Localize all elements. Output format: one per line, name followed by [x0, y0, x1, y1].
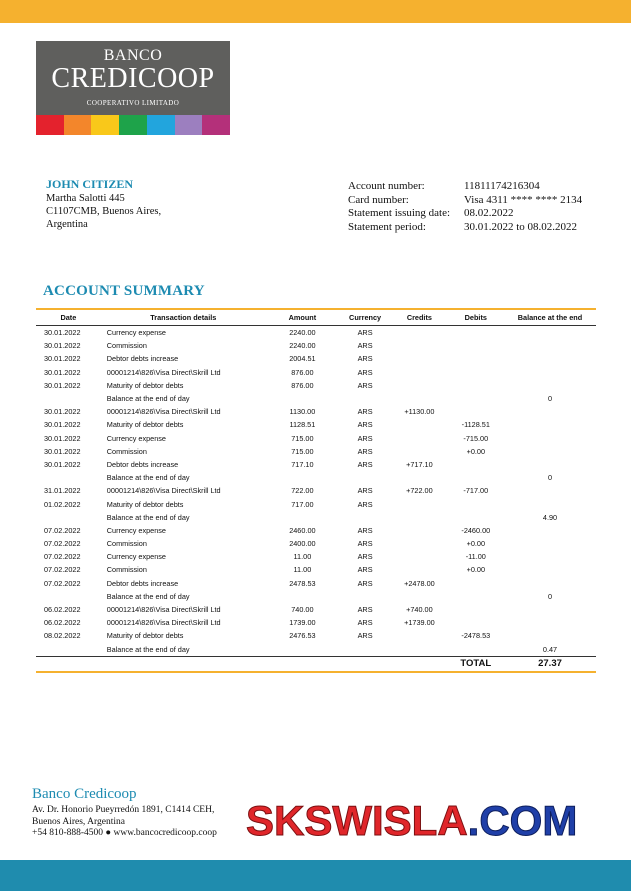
cell-credit	[391, 339, 447, 352]
table-total-row	[36, 656, 596, 672]
cell-balance	[504, 616, 596, 629]
cell-date	[36, 511, 101, 524]
cell-amount: 2400.00	[289, 539, 316, 549]
cell-date: 30.01.2022	[44, 420, 81, 430]
cell-amount: 2240.00	[289, 341, 316, 351]
cell-amount: 715.00	[291, 446, 314, 456]
cell-amount: 2004.51	[289, 354, 316, 364]
cell-date: 07.02.2022	[44, 578, 81, 588]
table-header-row	[36, 309, 596, 326]
logo-line-credicoop: CREDICOOP	[51, 63, 215, 94]
cell-date: 31.01.2022	[44, 486, 81, 496]
cell-balance: 0	[547, 394, 553, 404]
cell-amount: 11.00	[293, 552, 312, 562]
cell-details: Debtor debts increase	[106, 459, 179, 469]
card-number-value: Visa 4311 **** **** 2134	[464, 193, 583, 206]
card-number-label: Card number:	[348, 193, 409, 206]
cell-amount: 2478.53	[289, 578, 316, 588]
table-row	[36, 603, 596, 616]
footer-address-line-2: Buenos Aires, Argentina	[32, 816, 125, 827]
col-header-currency: Currency	[349, 313, 382, 322]
account-number-row	[348, 180, 582, 194]
cell-date: 30.01.2022	[44, 459, 81, 469]
cell-date: 30.01.2022	[44, 446, 81, 456]
top-accent-bar	[0, 0, 631, 23]
table-row	[36, 379, 596, 392]
table-row	[36, 458, 596, 471]
card-number-row	[348, 194, 582, 208]
cell-credit	[391, 511, 447, 524]
cell-amount: 2240.00	[289, 328, 316, 338]
cell-balance: 0	[547, 473, 553, 483]
cell-amount: 2460.00	[289, 525, 316, 535]
transactions-table	[36, 308, 596, 673]
cell-amount: 717.00	[291, 499, 314, 509]
statement-period-row	[348, 221, 582, 235]
cell-debit	[448, 326, 504, 340]
cell-currency: ARS	[357, 341, 373, 351]
cell-date: 07.02.2022	[44, 525, 81, 535]
cell-balance	[504, 432, 596, 445]
logo-line-cooperativo: COOPERATIVO LIMITADO	[86, 99, 180, 107]
cell-debit	[448, 366, 504, 379]
cell-details: Commission	[106, 446, 147, 456]
table-row	[36, 392, 596, 405]
cell-details: Commission	[106, 539, 147, 549]
col-header-date: Date	[60, 313, 77, 322]
cell-balance	[504, 577, 596, 590]
cell-debit: -2460.00	[461, 525, 491, 535]
cell-date	[36, 392, 101, 405]
cell-amount	[266, 471, 339, 484]
cell-balance	[504, 379, 596, 392]
cell-details: Balance at the end of day	[106, 644, 190, 654]
customer-block	[46, 178, 161, 231]
cell-details: Debtor debts increase	[106, 578, 179, 588]
cell-balance	[504, 497, 596, 510]
cell-credit	[391, 326, 447, 340]
cell-details: Currency expense	[106, 525, 166, 535]
table-row	[36, 643, 596, 657]
customer-address-line-1: Martha Salotti 445	[46, 193, 125, 204]
cell-credit	[391, 432, 447, 445]
col-header-balance: Balance at the end	[517, 313, 583, 322]
logo-stripe	[175, 115, 203, 135]
cell-date: 30.01.2022	[44, 354, 81, 364]
cell-debit: -717.00	[463, 486, 489, 496]
cell-currency: ARS	[357, 367, 373, 377]
cell-amount: 715.00	[291, 433, 314, 443]
cell-date: 30.01.2022	[44, 367, 81, 377]
cell-details: 00001214\826\Visa Direct\Skrill Ltd	[106, 605, 221, 615]
logo-stripe	[64, 115, 92, 135]
cell-debit: -2478.53	[461, 631, 491, 641]
cell-currency: ARS	[357, 605, 373, 615]
cell-debit	[448, 392, 504, 405]
customer-address-line-3: Argentina	[46, 219, 88, 230]
cell-date	[36, 643, 101, 657]
table-row	[36, 537, 596, 550]
watermark-part-2: .COM	[467, 797, 578, 844]
logo-stripe	[202, 115, 230, 135]
footer-contact: +54 810-888-4500 ● www.bancocredicoop.coop	[32, 828, 217, 838]
cell-debit	[448, 379, 504, 392]
cell-credit	[391, 379, 447, 392]
cell-currency	[339, 590, 391, 603]
cell-date: 30.01.2022	[44, 433, 81, 443]
cell-debit	[448, 616, 504, 629]
cell-balance	[504, 445, 596, 458]
cell-date: 30.01.2022	[44, 380, 81, 390]
cell-details: Commission	[106, 341, 147, 351]
watermark	[246, 797, 577, 845]
cell-debit	[448, 577, 504, 590]
cell-debit	[448, 603, 504, 616]
cell-credit	[391, 445, 447, 458]
cell-balance: 0.47	[542, 644, 558, 654]
cell-debit	[448, 405, 504, 418]
cell-currency: ARS	[357, 459, 373, 469]
table-row	[36, 629, 596, 642]
cell-currency: ARS	[357, 407, 373, 417]
footer-address	[32, 805, 217, 840]
cell-debit	[448, 511, 504, 524]
cell-credit: +2478.00	[404, 578, 435, 588]
cell-credit	[391, 366, 447, 379]
logo-stripe	[119, 115, 147, 135]
statement-period-value: 30.01.2022 to 08.02.2022	[464, 221, 578, 234]
issue-date-value: 08.02.2022	[464, 207, 514, 220]
table-row	[36, 563, 596, 576]
col-header-credits: Credits	[406, 313, 432, 322]
cell-balance	[504, 629, 596, 642]
cell-amount: 1130.00	[289, 407, 316, 417]
account-info	[348, 180, 582, 235]
cell-currency: ARS	[357, 420, 373, 430]
cell-currency: ARS	[357, 328, 373, 338]
table-row	[36, 590, 596, 603]
cell-currency: ARS	[357, 539, 373, 549]
cell-currency: ARS	[357, 486, 373, 496]
cell-balance	[504, 366, 596, 379]
cell-amount: 722.00	[291, 486, 314, 496]
cell-credit	[391, 471, 447, 484]
cell-credit	[391, 392, 447, 405]
table-row	[36, 352, 596, 365]
cell-details: Maturity of debtor debts	[106, 420, 184, 430]
cell-debit: +0.00	[466, 539, 486, 549]
cell-date: 30.01.2022	[44, 328, 81, 338]
cell-debit: -715.00	[463, 433, 489, 443]
col-header-debits: Debits	[464, 313, 487, 322]
account-number-label: Account number:	[348, 180, 425, 192]
footer-bank-name: Banco Credicoop	[32, 786, 137, 802]
cell-amount: 740.00	[291, 605, 314, 615]
cell-credit	[391, 563, 447, 576]
cell-credit: +740.00	[406, 605, 433, 615]
cell-balance	[504, 418, 596, 431]
cell-debit	[448, 352, 504, 365]
cell-date: 08.02.2022	[44, 631, 81, 641]
cell-balance: 4.90	[542, 512, 558, 522]
table-row	[36, 432, 596, 445]
cell-credit	[391, 418, 447, 431]
cell-credit: +1130.00	[404, 407, 435, 417]
cell-currency: ARS	[357, 578, 373, 588]
logo-color-stripes	[36, 115, 230, 135]
cell-credit: +722.00	[406, 486, 433, 496]
cell-balance	[504, 563, 596, 576]
cell-currency: ARS	[357, 446, 373, 456]
cell-currency	[339, 643, 391, 657]
cell-date: 06.02.2022	[44, 605, 81, 615]
cell-amount: 1128.51	[289, 420, 316, 430]
cell-balance	[504, 537, 596, 550]
cell-currency	[339, 392, 391, 405]
cell-currency: ARS	[357, 618, 373, 628]
customer-address-line-2: C1107CMB, Buenos Aires,	[46, 206, 162, 217]
total-value: 27.37	[538, 658, 562, 670]
cell-currency: ARS	[357, 565, 373, 575]
table-row	[36, 511, 596, 524]
cell-credit	[391, 537, 447, 550]
account-number-value: 11811174216304	[464, 180, 540, 192]
cell-amount	[266, 643, 339, 657]
footer-address-line-1: Av. Dr. Honorio Pueyrredón 1891, C1414 CEH,	[32, 805, 215, 815]
cell-debit	[448, 458, 504, 471]
cell-credit	[391, 550, 447, 563]
cell-debit: -1128.51	[461, 420, 490, 430]
col-header-details: Transaction details	[150, 313, 217, 322]
cell-balance	[504, 352, 596, 365]
cell-date: 07.02.2022	[44, 552, 81, 562]
cell-currency	[339, 511, 391, 524]
table-row	[36, 366, 596, 379]
account-summary-title: ACCOUNT SUMMARY	[43, 283, 205, 299]
cell-amount	[266, 511, 339, 524]
cell-details: Currency expense	[106, 433, 166, 443]
cell-balance	[504, 603, 596, 616]
logo-line-banco: BANCO	[103, 47, 163, 64]
cell-amount: 876.00	[291, 380, 314, 390]
cell-currency	[339, 471, 391, 484]
cell-details: Maturity of debtor debts	[106, 380, 184, 390]
cell-balance	[504, 524, 596, 537]
cell-balance	[504, 484, 596, 497]
cell-currency: ARS	[357, 525, 373, 535]
cell-balance	[504, 339, 596, 352]
cell-details: Debtor debts increase	[106, 354, 179, 364]
cell-credit: +1739.00	[404, 618, 435, 628]
col-header-amount: Amount	[288, 313, 317, 322]
bank-logo	[36, 41, 230, 135]
cell-details: Balance at the end of day	[106, 473, 190, 483]
logo-stripe	[91, 115, 119, 135]
customer-name: JOHN CITIZEN	[46, 177, 134, 191]
cell-amount: 11.00	[293, 565, 312, 575]
cell-credit	[391, 352, 447, 365]
table-row	[36, 497, 596, 510]
cell-debit	[448, 497, 504, 510]
cell-credit	[391, 643, 447, 657]
cell-date: 30.01.2022	[44, 341, 81, 351]
cell-details: Maturity of debtor debts	[106, 499, 184, 509]
cell-debit: +0.00	[466, 446, 486, 456]
cell-balance: 0	[547, 591, 553, 601]
cell-amount	[266, 590, 339, 603]
cell-amount	[266, 392, 339, 405]
table-row	[36, 339, 596, 352]
cell-date: 07.02.2022	[44, 565, 81, 575]
logo-stripe	[36, 115, 64, 135]
cell-details: Balance at the end of day	[106, 512, 190, 522]
cell-details: Maturity of debtor debts	[106, 631, 184, 641]
cell-debit	[448, 339, 504, 352]
cell-currency: ARS	[357, 380, 373, 390]
cell-details: 00001214\826\Visa Direct\Skrill Ltd	[106, 367, 221, 377]
cell-balance	[504, 326, 596, 340]
table-row	[36, 418, 596, 431]
cell-balance	[504, 550, 596, 563]
cell-amount: 1739.00	[289, 618, 316, 628]
table-row	[36, 484, 596, 497]
cell-debit	[448, 471, 504, 484]
cell-date: 01.02.2022	[44, 499, 81, 509]
cell-debit	[448, 590, 504, 603]
table-row	[36, 550, 596, 563]
cell-debit: +0.00	[466, 565, 486, 575]
cell-date	[36, 590, 101, 603]
cell-date	[36, 471, 101, 484]
table-row	[36, 524, 596, 537]
cell-details: Currency expense	[106, 552, 166, 562]
table-row	[36, 326, 596, 340]
cell-currency: ARS	[357, 499, 373, 509]
cell-currency: ARS	[357, 552, 373, 562]
table-row	[36, 445, 596, 458]
cell-details: Balance at the end of day	[106, 394, 190, 404]
issue-date-row	[348, 207, 582, 221]
table-row	[36, 616, 596, 629]
table-row	[36, 405, 596, 418]
bottom-accent-bar	[0, 860, 631, 891]
cell-credit	[391, 497, 447, 510]
cell-debit	[448, 643, 504, 657]
watermark-part-1: SKSWISLA	[246, 797, 468, 844]
cell-currency: ARS	[357, 631, 373, 641]
cell-balance	[504, 458, 596, 471]
cell-currency: ARS	[357, 433, 373, 443]
cell-details: Commission	[106, 565, 147, 575]
cell-details: 00001214\826\Visa Direct\Skrill Ltd	[106, 486, 221, 496]
cell-credit	[391, 524, 447, 537]
cell-amount: 2476.53	[289, 631, 316, 641]
cell-amount: 717.10	[291, 459, 314, 469]
cell-balance	[504, 405, 596, 418]
statement-period-label: Statement period:	[348, 221, 426, 234]
table-row	[36, 471, 596, 484]
cell-details: 00001214\826\Visa Direct\Skrill Ltd	[106, 618, 221, 628]
cell-details: 00001214\826\Visa Direct\Skrill Ltd	[106, 407, 221, 417]
cell-currency: ARS	[357, 354, 373, 364]
cell-credit	[391, 590, 447, 603]
table-row	[36, 577, 596, 590]
cell-date: 06.02.2022	[44, 618, 81, 628]
cell-details: Balance at the end of day	[106, 591, 190, 601]
cell-amount: 876.00	[291, 367, 314, 377]
cell-debit: -11.00	[465, 552, 486, 562]
total-label: TOTAL	[460, 658, 492, 670]
cell-credit	[391, 629, 447, 642]
logo-stripe	[147, 115, 175, 135]
cell-date: 07.02.2022	[44, 539, 81, 549]
cell-details: Currency expense	[106, 328, 166, 338]
issue-date-label: Statement issuing date:	[348, 207, 451, 220]
cell-date: 30.01.2022	[44, 407, 81, 417]
cell-credit: +717.10	[406, 459, 433, 469]
